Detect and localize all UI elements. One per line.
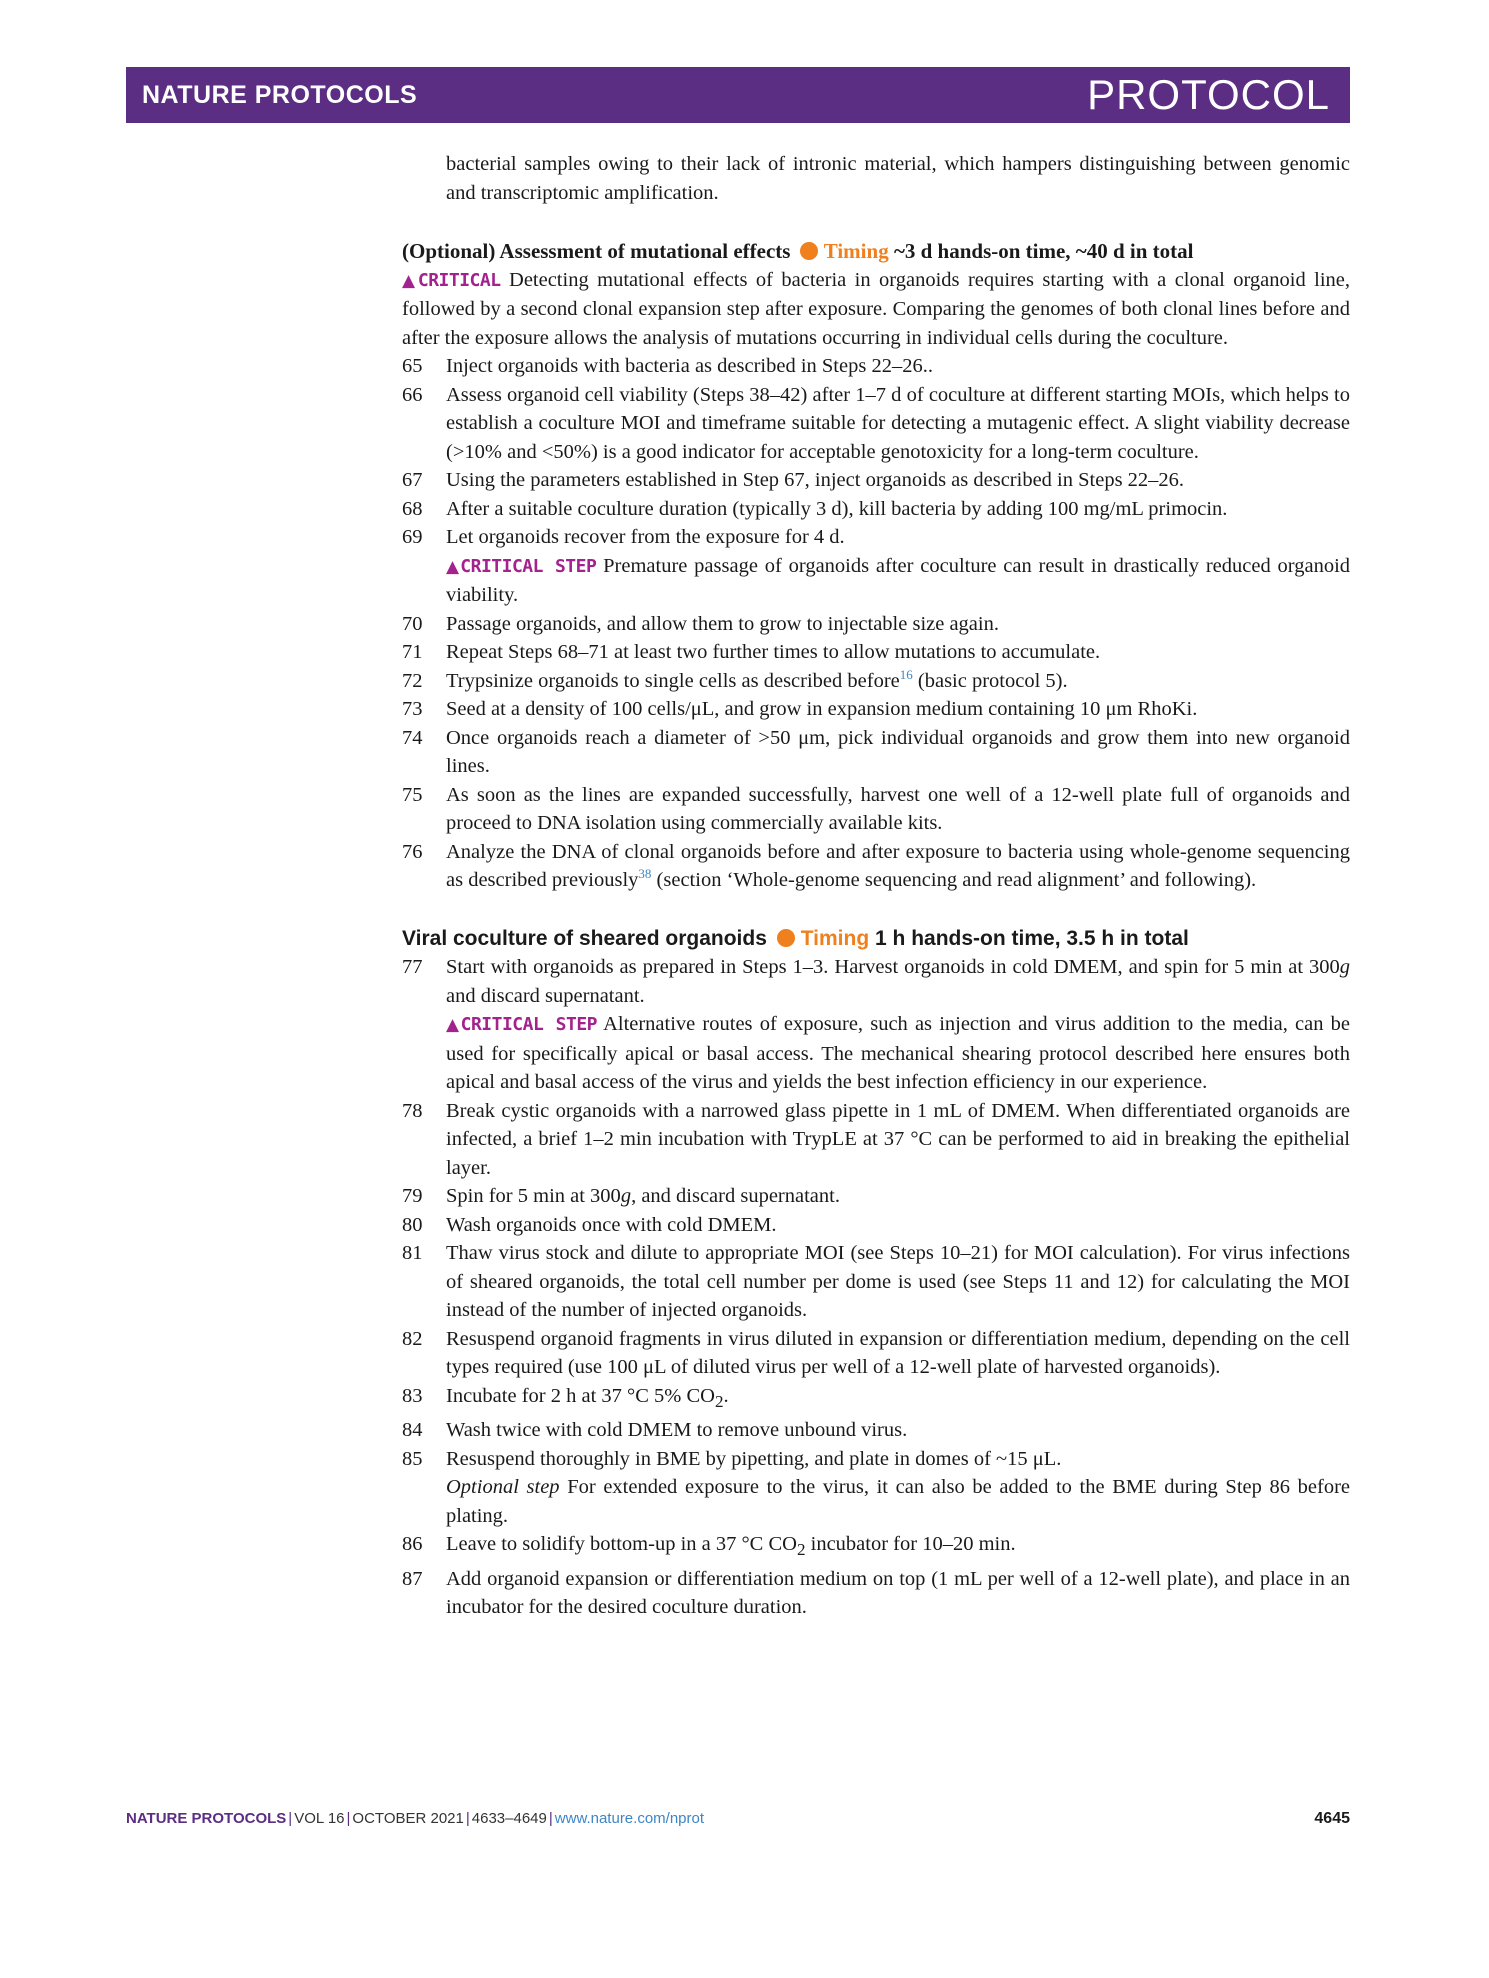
optional-step-note: Optional step For extended exposure to the virus, it can also be added to the BME during Step 86 before plating. bbox=[446, 1476, 1351, 1527]
timing-dot-icon bbox=[800, 242, 818, 260]
warning-triangle-icon: ▲ bbox=[402, 270, 418, 291]
footer-citation: NATURE PROTOCOLS | VOL 16 | OCTOBER 2021 | 4633–4649 | www.nature.com/nprot bbox=[126, 1810, 705, 1827]
page-content bbox=[402, 150, 1350, 1622]
list-item: 66 Assess organoid cell viability (Steps 38–42) after 1–7 d of coculture at different starting MOIs, which helps to establish a coculture MOI and timeframe suitable for detecting a mutagenic effect. A slight viability decrease (>10% and <50%) is a good indicator for acceptable genotoxicity for a long-term coculture. bbox=[402, 383, 1350, 463]
footer-url-link[interactable]: www.nature.com/nprot bbox=[554, 1810, 705, 1827]
list-item: 78 Break cystic organoids with a narrowed glass pipette in 1 mL of DMEM. When differentiated organoids are infected, a brief 1–2 min incubation with TrypLE at 37 °C can be performed to aid in breaking the epithelial layer. bbox=[402, 1099, 1350, 1179]
list-item: 67 Using the parameters established in Step 67, inject organoids as described in Steps 22–26. bbox=[402, 469, 1185, 491]
list-item: 65 Inject organoids with bacteria as described in Steps 22–26.. bbox=[402, 355, 933, 377]
list-item: 76 Analyze the DNA of clonal organoids before and after exposure to bacteria using whole-genome sequencing as described previously$^{38}$ (section ‘Whole-genome sequencing and read alignment’ and following). bbox=[402, 840, 1350, 891]
timing-dot-icon bbox=[777, 929, 795, 947]
list-item: 85 Resuspend thoroughly in BME by pipetting, and plate in domes of ~15 μL. Optional step For extended exposure to the virus, it can also be added to the BME during Step 86 before plating. bbox=[402, 1445, 1350, 1531]
optional-step-label: Optional step bbox=[446, 1476, 560, 1499]
critical-step-badge: ▲CRITICAL STEP bbox=[446, 1014, 598, 1035]
footer-volume: VOL 16 bbox=[294, 1810, 345, 1827]
footer-date: OCTOBER 2021 bbox=[352, 1810, 464, 1827]
reference-link[interactable]: 38 bbox=[638, 866, 652, 882]
list-item: 82 Resuspend organoid fragments in virus diluted in expansion or differentiation medium, depending on the cell types required (use 100 μL of diluted virus per well of a 12-well plate of harvested organoids). bbox=[402, 1327, 1350, 1378]
list-item: 80 Wash organoids once with cold DMEM. bbox=[402, 1213, 777, 1236]
critical-note bbox=[402, 266, 1350, 353]
list-item: 72 Trypsinize organoids to single cells as described before$^{16}$ (basic protocol 5). bbox=[402, 666, 1068, 692]
article-type: PROTOCOL bbox=[1087, 71, 1330, 118]
timing-label: Timing bbox=[800, 926, 870, 950]
intro-continuation: bacterial samples owing to their lack of intronic material, which hampers distinguishing between genomic and transcriptomic amplification. bbox=[446, 153, 1350, 204]
warning-triangle-icon: ▲ bbox=[446, 1015, 461, 1035]
list-item: 84 Wash twice with cold DMEM to remove unbound virus. bbox=[402, 1419, 908, 1442]
steps-list-mutational bbox=[402, 352, 1350, 895]
warning-triangle-icon: ▲ bbox=[446, 556, 461, 577]
list-item: 73 Seed at a density of 100 cells/μL, and grow in expansion medium containing 10 μm RhoKi. bbox=[402, 698, 1198, 720]
critical-text: Detecting mutational effects of bacteria in organoids requires starting with a clonal organoid line, followed by a second clonal expansion step after exposure. Comparing the genomes of both clonal lines before and after the exposure allows the analysis of mutations occurring in individual cells during the coculture. bbox=[402, 268, 1351, 349]
critical-step-note: ▲CRITICAL STEP Premature passage of organoids after coculture can result in drastically reduced organoid viability. bbox=[446, 554, 1351, 606]
list-item: 83 Incubate for 2 h at 37 °C 5% $CO_2$. bbox=[402, 1384, 729, 1411]
critical-step-badge: ▲CRITICAL STEP bbox=[446, 555, 597, 577]
section-heading-mutational bbox=[402, 237, 1350, 266]
list-item: 68 After a suitable coculture duration (typically 3 d), kill bacteria by adding 100 mg/mL primocin. bbox=[402, 497, 1228, 520]
journal-name: NATURE PROTOCOLS bbox=[142, 80, 418, 109]
critical-badge: ▲CRITICAL bbox=[402, 269, 501, 291]
footer-pages: 4633–4649 bbox=[471, 1810, 547, 1827]
list-item: 81 Thaw virus stock and dilute to appropriate MOI (see Steps 10–21) for MOI calculation). For virus infections of sheared organoids, the total cell number per dome is used (see Steps 11 and 12) for calculating the MOI instead of the number of injected organoids. bbox=[402, 1242, 1350, 1321]
reference-link[interactable]: 16 bbox=[899, 666, 913, 682]
section-title: (Optional) Assessment of mutational effects bbox=[402, 239, 791, 263]
timing-text: ~3 d hands-on time, ~40 d in total bbox=[893, 239, 1194, 263]
list-item: 70 Passage organoids, and allow them to grow to injectable size again. bbox=[402, 612, 999, 635]
list-item: 77 Start with organoids as prepared in Steps 1–3. Harvest organoids in cold DMEM, and spin for 5 min at 300g and discard supernatant. ▲CRITICAL STEP Alternative routes of exposure, such as injection and virus addition to the media, can be used for specifically apical or basal access. The mechanical shearing protocol described here ensures both apical and basal access of the virus and yields the best infection efficiency in our experience. bbox=[402, 953, 1350, 1097]
steps-list-viral bbox=[402, 953, 1350, 1622]
timing-label: Timing bbox=[823, 239, 889, 263]
list-item: 87 Add organoid expansion or differentiation medium on top (1 mL per well of a 12-well plate), and place in an incubator for the desired coculture duration. bbox=[402, 1567, 1350, 1619]
page-number: 4645 bbox=[1314, 1810, 1350, 1827]
journal-header-bar bbox=[126, 67, 1350, 123]
page-footer bbox=[126, 1810, 1350, 1828]
list-item: 86 Leave to solidify bottom-up in a 37 °C $CO_2$ incubator for 10–20 min. bbox=[402, 1533, 1016, 1560]
critical-step-note: ▲CRITICAL STEP Alternative routes of exposure, such as injection and virus addition to the media, can be used for specifically apical or basal access. The mechanical shearing protocol described here ensures both apical and basal access of the virus and yields the best infection efficiency in our experience. bbox=[446, 1013, 1350, 1093]
list-item: 74 Once organoids reach a diameter of >50 μm, pick individual organoids and grow them into new organoid lines. bbox=[402, 726, 1350, 777]
timing-text: 1 h hands-on time, 3.5 h in total bbox=[875, 926, 1189, 950]
list-item: 79 Spin for 5 min at 300g, and discard supernatant. bbox=[402, 1185, 840, 1207]
list-item: 69 Let organoids recover from the exposure for 4 d. ▲CRITICAL STEP Premature passage of organoids after coculture can result in drastically reduced organoid viability. bbox=[402, 523, 1350, 610]
list-item: 75 As soon as the lines are expanded successfully, harvest one well of a 12-well plate full of organoids and proceed to DNA isolation using commercially available kits. bbox=[402, 783, 1350, 834]
footer-journal: NATURE PROTOCOLS bbox=[126, 1810, 287, 1827]
list-item: 71 Repeat Steps 68–71 at least two further times to allow mutations to accumulate. bbox=[402, 641, 1101, 663]
section-heading-viral bbox=[402, 925, 1350, 954]
section-title: Viral coculture of sheared organoids bbox=[402, 926, 767, 950]
